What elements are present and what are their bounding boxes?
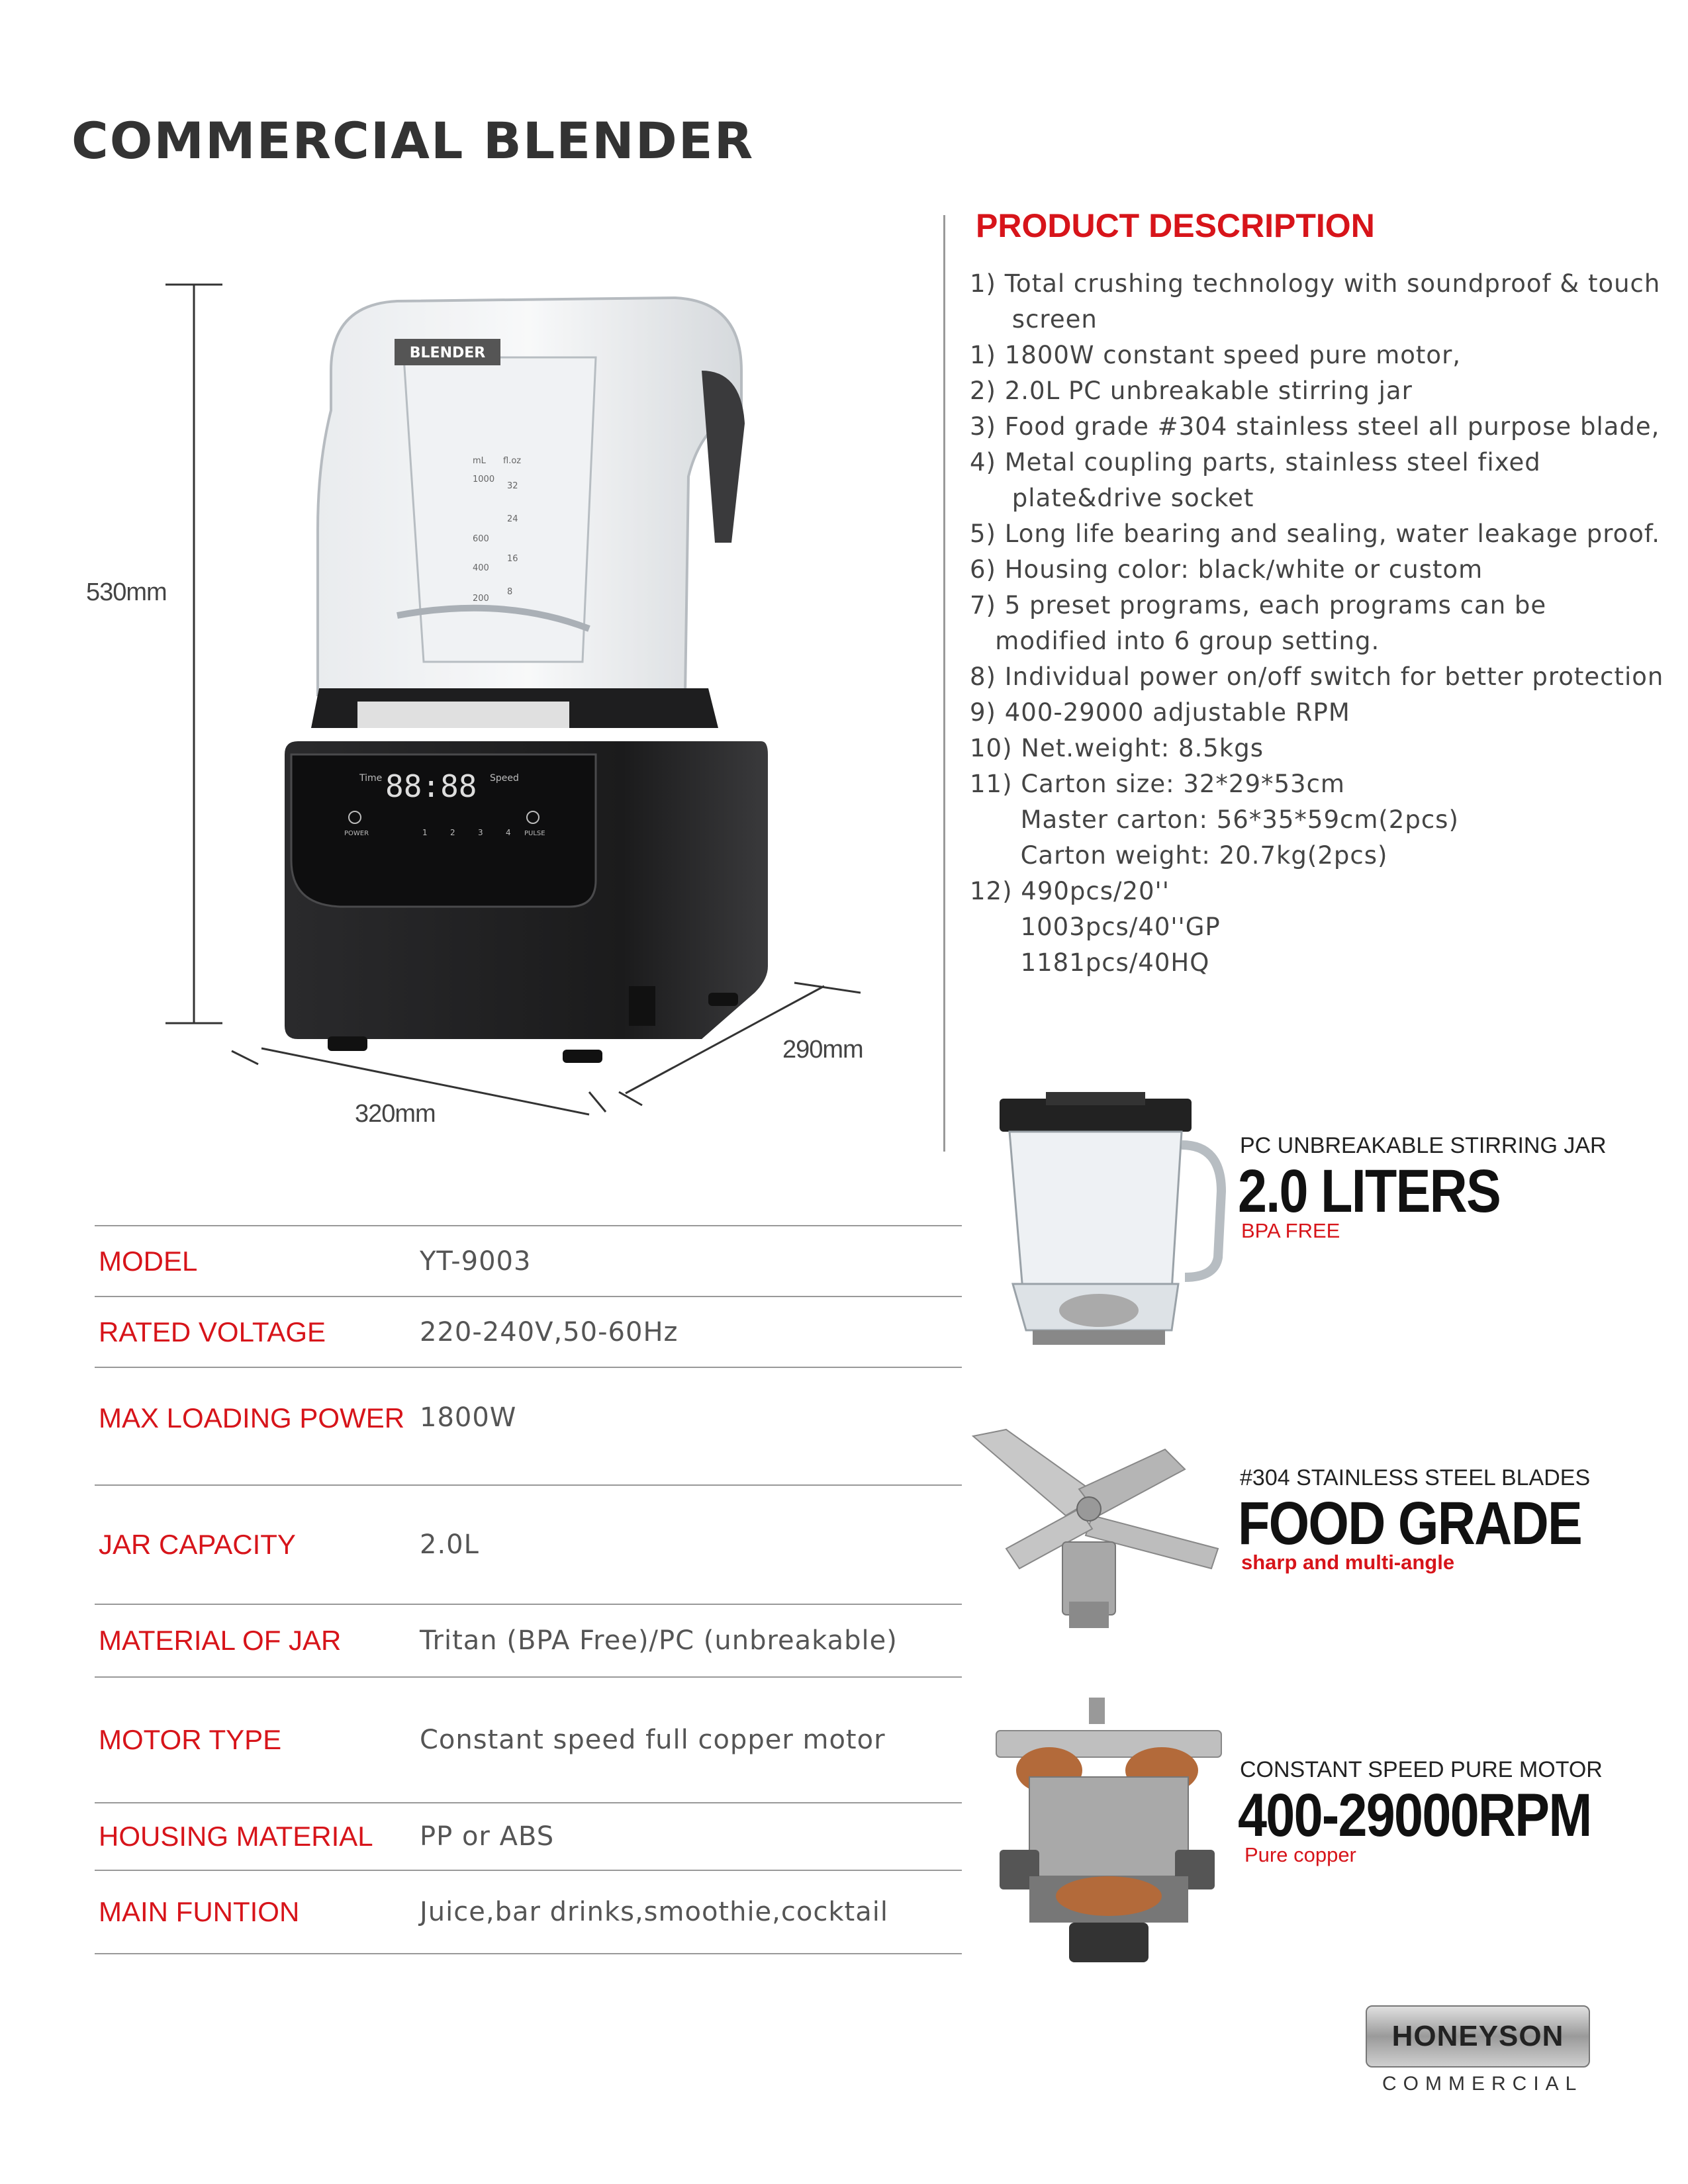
description-line: 3) Food grade #304 stainless steel all purpose blade,: [970, 412, 1660, 441]
spec-row: [95, 1605, 962, 1678]
motor-image: [990, 1698, 1228, 1976]
spec-label: MATERIAL OF JAR: [99, 1625, 342, 1656]
spec-row: [95, 1678, 962, 1803]
description-line: 8) Individual power on/off switch for better protection: [970, 662, 1664, 691]
foot: [708, 993, 738, 1006]
page-title: COMMERCIAL BLENDER: [71, 111, 755, 170]
description-line: 10) Net.weight: 8.5kgs: [970, 734, 1264, 762]
svg-text:Time: Time: [359, 773, 383, 784]
description-line: plate&drive socket: [970, 484, 1254, 512]
spec-label: MAIN FUNTION: [99, 1896, 300, 1927]
feature-subtitle: CONSTANT SPEED PURE MOTOR: [1240, 1757, 1603, 1782]
spec-value: 220-240V,50-60Hz: [420, 1316, 679, 1347]
power-switch: [629, 986, 655, 1026]
brand-logo-subtitle: COMMERCIAL: [1382, 2073, 1583, 2095]
description-line: 4) Metal coupling parts, stainless steel fixed: [970, 448, 1541, 477]
foot: [563, 1050, 602, 1063]
feature-subtitle: #304 STAINLESS STEEL BLADES: [1240, 1465, 1591, 1490]
description-line: 1) Total crushing technology with soundproof & touch: [970, 269, 1661, 298]
svg-text:4: 4: [506, 828, 511, 837]
svg-text:200: 200: [473, 594, 489, 604]
spec-label: MOTOR TYPE: [99, 1724, 282, 1755]
vertical-divider: [943, 215, 945, 1152]
dimension-depth: 290mm: [782, 1036, 863, 1064]
spec-value: Constant speed full copper motor: [420, 1725, 886, 1755]
svg-text:Speed: Speed: [490, 773, 519, 784]
feature-note: BPA FREE: [1241, 1219, 1340, 1242]
feature-headline: 2.0 LITERS: [1238, 1158, 1501, 1225]
svg-text:fl.oz: fl.oz: [503, 456, 522, 466]
feature-headline: FOOD GRADE: [1238, 1490, 1582, 1557]
jar: [404, 357, 596, 662]
description-line: 7) 5 preset programs, each programs can be: [970, 591, 1547, 619]
description-line: 2) 2.0L PC unbreakable stirring jar: [970, 377, 1413, 405]
description-title: PRODUCT DESCRIPTION: [976, 207, 1375, 244]
description-line: 6) Housing color: black/white or custom: [970, 555, 1483, 584]
foot: [328, 1036, 367, 1051]
svg-text:32: 32: [507, 481, 518, 491]
svg-text:mL: mL: [473, 456, 486, 466]
description-line: screen: [970, 305, 1098, 334]
spec-label: HOUSING MATERIAL: [99, 1821, 373, 1852]
spec-row: [95, 1225, 962, 1297]
spec-row: [95, 1871, 962, 1954]
spec-row: [95, 1297, 962, 1368]
dimension-height: 530mm: [86, 578, 167, 606]
brand-logo-text: HONEYSON: [1391, 2020, 1564, 2052]
svg-text:1000: 1000: [473, 475, 495, 484]
svg-text:3: 3: [478, 828, 483, 837]
description-line: 11) Carton size: 32*29*53cm: [970, 770, 1345, 798]
brand-logo: [1366, 2005, 1590, 2068]
spec-row: [95, 1368, 962, 1486]
jar-image: [973, 1092, 1231, 1383]
svg-text:16: 16: [507, 554, 518, 564]
svg-text:POWER: POWER: [344, 830, 369, 837]
description-line: 1) 1800W constant speed pure motor,: [970, 341, 1462, 369]
spec-value: 1800W: [420, 1402, 517, 1433]
spec-label: RATED VOLTAGE: [99, 1316, 326, 1347]
description-line: 5) Long life bearing and sealing, water leakage proof.: [970, 520, 1660, 548]
spec-value: PP or ABS: [420, 1821, 555, 1852]
cover-hinge: [702, 371, 745, 543]
spec-table: [95, 1225, 962, 1954]
spec-label: MAX LOADING POWER: [99, 1402, 405, 1433]
description-line: 1003pcs/40''GP: [970, 913, 1221, 941]
spec-value: 2.0L: [420, 1529, 479, 1560]
description-line: modified into 6 group setting.: [970, 627, 1380, 655]
description-line: 9) 400-29000 adjustable RPM: [970, 698, 1350, 727]
dimension-width: 320mm: [355, 1100, 436, 1128]
description-line: 12) 490pcs/20'': [970, 877, 1170, 905]
feature-note: sharp and multi-angle: [1241, 1551, 1455, 1574]
feature-headline: 400-29000RPM: [1238, 1782, 1591, 1849]
spec-value: Juice,bar drinks,smoothie,cocktail: [420, 1897, 888, 1927]
description-line: Master carton: 56*35*59cm(2pcs): [970, 805, 1459, 834]
feature-subtitle: PC UNBREAKABLE STIRRING JAR: [1240, 1133, 1607, 1158]
svg-text:600: 600: [473, 534, 489, 544]
svg-text:PULSE: PULSE: [524, 830, 545, 837]
svg-text:400: 400: [473, 563, 489, 573]
description-line: 1181pcs/40HQ: [970, 948, 1210, 977]
spec-row: [95, 1803, 962, 1871]
svg-text:24: 24: [507, 514, 518, 524]
svg-text:8: 8: [507, 587, 513, 597]
feature-note: Pure copper: [1244, 1843, 1356, 1866]
spec-label: MODEL: [99, 1245, 198, 1277]
blade-image: [966, 1423, 1231, 1635]
spec-label: JAR CAPACITY: [99, 1529, 296, 1560]
jar-base: [357, 702, 569, 728]
description-list: [970, 266, 1665, 981]
spec-value: Tritan (BPA Free)/PC (unbreakable): [420, 1625, 898, 1656]
svg-text:2: 2: [450, 828, 455, 837]
description-line: Carton weight: 20.7kg(2pcs): [970, 841, 1388, 870]
brand-label: BLENDER: [409, 345, 486, 361]
spec-value: YT-9003: [420, 1246, 532, 1277]
svg-text:1: 1: [422, 828, 428, 837]
svg-text:88:88: 88:88: [385, 768, 477, 804]
spec-row: [95, 1486, 962, 1605]
